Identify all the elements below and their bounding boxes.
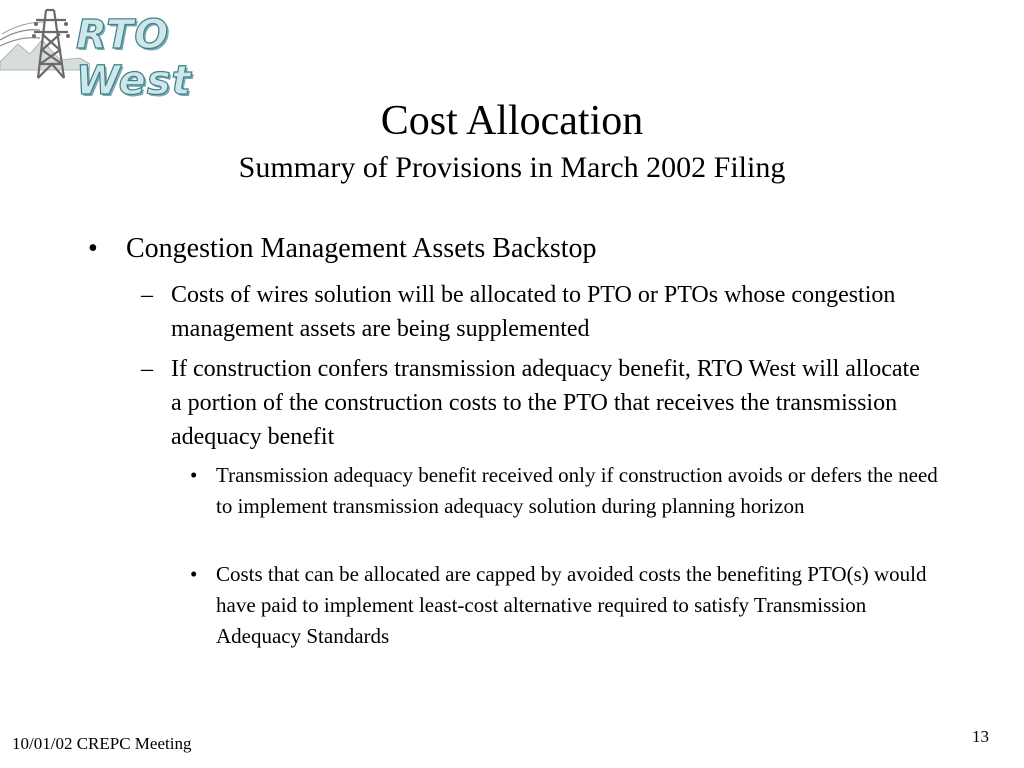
slide-title: Cost Allocation bbox=[380, 98, 644, 144]
bullet-main: Congestion Management Assets Backstop bbox=[126, 233, 597, 264]
bullet-marker-level3: • bbox=[190, 463, 198, 487]
bullet-marker-level3: • bbox=[190, 562, 198, 586]
slide-subtitle: Summary of Provisions in March 2002 Filing bbox=[238, 151, 786, 184]
page-number: 13 bbox=[972, 727, 989, 746]
bullet-marker-level1: • bbox=[88, 233, 98, 264]
rto-west-logo bbox=[0, 0, 290, 104]
sub-bullet-2: If construction confers transmission adequacy benefit, RTO West will allocate a portion of the construction costs to the PTO that receives the transmission adequacy benefit bbox=[171, 356, 920, 450]
bullet-marker-level2: – bbox=[141, 356, 153, 382]
subsub-bullet-1: Transmission adequacy benefit received only if construction avoids or defers the need to implement transmission adequacy solution during planning horizon bbox=[216, 463, 938, 518]
footer-date-meeting: 10/01/02 CREPC Meeting bbox=[12, 734, 192, 753]
bullet-marker-level2: – bbox=[141, 282, 153, 308]
sub-bullet-1: Costs of wires solution will be allocated to PTO or PTOs whose congestion management assets are being supplemented bbox=[171, 282, 896, 342]
logo-text: RTO West bbox=[76, 12, 192, 104]
subsub-bullet-2: Costs that can be allocated are capped by avoided costs the benefiting PTO(s) would have paid to implement least-cost alternative required to satisfy Transmission Adequacy Standards bbox=[216, 562, 927, 648]
